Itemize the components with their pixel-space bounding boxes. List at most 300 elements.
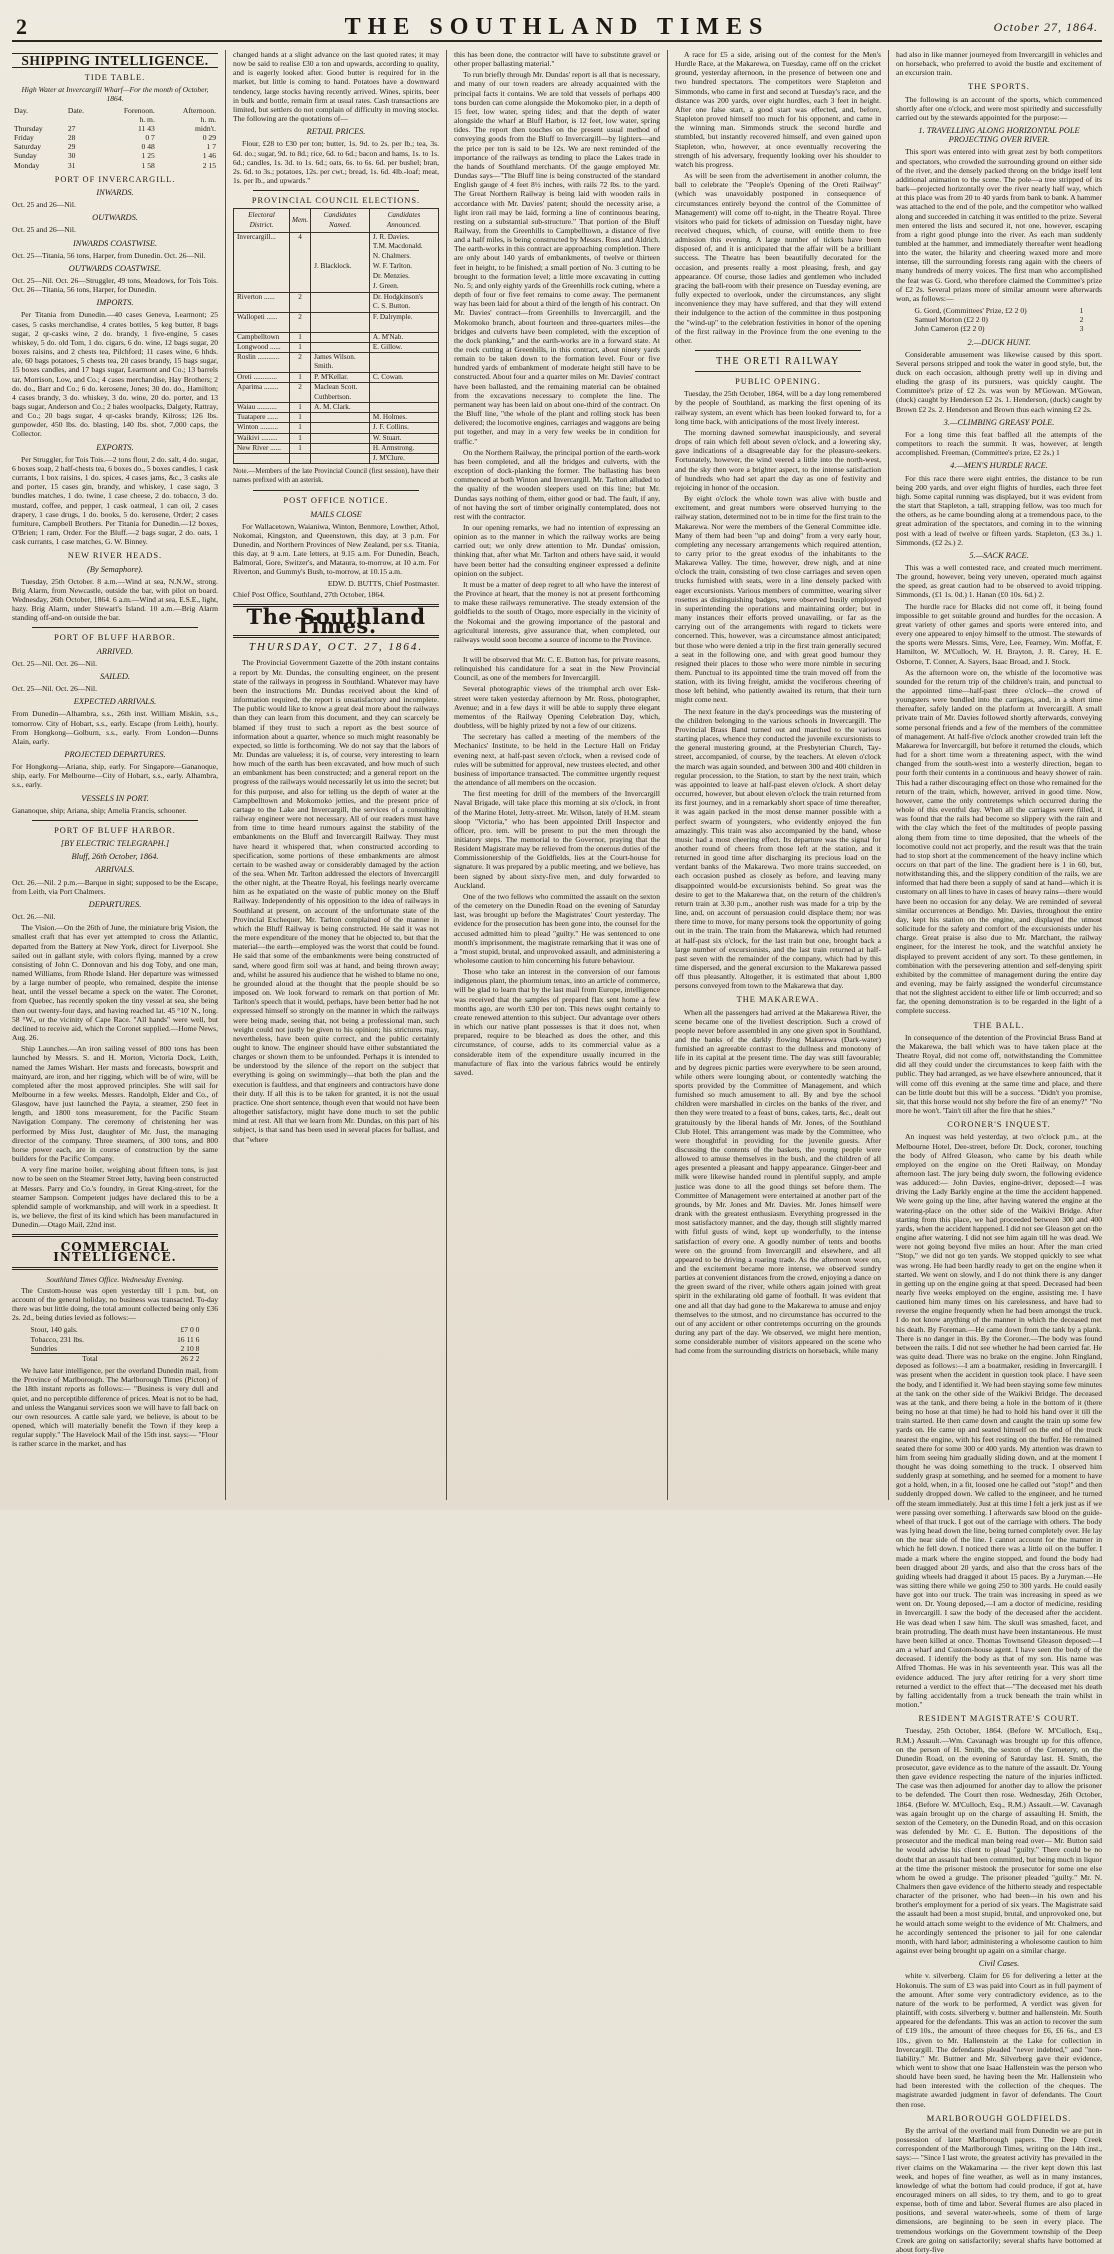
- tide-cell: 2 15: [202, 160, 216, 170]
- tide-cell: 31: [67, 160, 76, 170]
- elections-district: [234, 362, 290, 372]
- elections-row: [234, 352, 439, 362]
- coroner-text: An inquest was held yesterday, at two o'clock p.m., at the Melbourne Hotel, Dee-street, before Dr. Dock, coroner, touching the body of Alfred Gleason, who came by his death while employed on the engine on the Oreti Railway, on Monday afternoon last. The jury being duly sworn, the following evidence was adduced:— John Davies, engine-driver, deposed:—I was driving the Lady Barkly engine at the time the accident happened. We were going up the line, after having watered the engine at the watering-place on the other side of the Waikivi Bridge. After starting from this place, we had proceeded between 300 and 400 yards, when the accident happened. I did not see Gleason get on the engine after watering. I did not see him again till he was dead. We were not going beyond five miles an hour. After the man cried "Stop," we did not go ten yards. We stopped quickly to see what was wrong. He had been hardly ready to get on the engine when it started. We went on slowly, and I do not think there is any danger in getting up on the engine going at that speed. Deceased had been nearly five weeks employed on the engine, assisting me. I have cautioned him many times on his carelessness, and have had to reverse the engine frequently when he had been amongst the truck. I do not know anything of the manner in which the deceased met his death. By Foreman.—He came down from the tank by a plank. There is no danger in this. By the Coroner.—The body was found between the rails. I did not see whether he had been carried far. He was quite dead. There was no brake on the engine. John Ringland, deposed as follows:—I am a boatmaker, residing in Invercargill. I was present when the accident in question took place. I have seen the body, and I identified it. We had been staying some few minutes at the tank on the other side of the Waikivi Bridge. The deceased was at the tank, and there being a hole in the bottom of it (there being no hose at that time) he had to hold his hand over it till the train started. He then came down and caught the train up some few yards on. He came up and seated himself on the end of the truck nearest the engine, with his feet resting on the buffer. He remained seated there for some 300 or 400 yards. My attention was drawn to him from seeing him gradually sliding down, and at the moment I thought he was doing something to the truck. I observed him suddenly grasp at something, and he seemed for a moment to have got a hold, when, in a fit, loosed one he called out "stop!" and then suddenly dropped down. We called to the engineer, and he turned off the steam immediately. Just at this time I felt a jerk just as if we were passing over something. I afterwards saw blood on the guide-wheel of that truck. I got out of the carriage with others. The body was lying head down the line, being turned completely over. He lay on the near side of the line. I cannot account for the manner in which he fell down. I noticed there was a little oil on the buffer. I made a mark where the engine stopped, and found the body had been dragged about 20 yards, and also that the cross bars of the guiding wheels had dragged it about 15 paces. By a Juryman.—He was sitting there while we going 250 to 300 yards. He could easily have got into our truck. The train was increasing in speed as we went on. Dr. Young deposed,—I am a doctor of medicine, residing in Invercargill. I saw the body of the deceased after the accident. He was dead when I saw him. The skull was smashed, facet, and brain protruding. The death must have been instantaneous. He must have been killed at once. Thomas Townsend Gleason deposed:—I am a wharf and Custom-house agent. I have seen the body of the deceased. I identify the body as that of my son. His name was Alfred Thomas. He was in his seventeenth year. This was all the evidence adduced. The jury after retiring for a very short time returned a verdict to the effect that—"The deceased met his death by falling accidentally from a truck beneath the train whilst in motion.": [896, 1132, 1102, 1710]
- tide-table: [12, 106, 218, 170]
- outwards-coastwise-label: OUTWARDS COASTWISE.: [68, 263, 162, 273]
- elections-announced: [369, 362, 438, 372]
- column-rule: [888, 50, 889, 1500]
- result-name: John Cameron (£2 2 0): [914, 324, 985, 334]
- editorial-dateline: THURSDAY, OCT. 27, 1864.: [248, 641, 424, 654]
- ball-heading: THE BALL.: [973, 1020, 1025, 1030]
- post-office-signature: EDW. D. BUTTS, Chief Postmaster.: [327, 578, 439, 588]
- column-2: [233, 50, 439, 1500]
- elections-district: Tuatapere ......: [234, 413, 290, 423]
- editorial-paragraph: It must be a matter of deep regret to all who have the interest of the Province at heart, that the money is not at present forthcoming to make these railways remunerative. The steady extension of the goldfields to the south of Otago, more especially in the vicinity of the Nokomai and the growing importance of the pastoral and agricultural interests, give assurance that, when completed, our railways would soon become a source of income to the Province.: [454, 579, 660, 644]
- imports-text: Per Titania from Dunedin.—40 cases Geneva, Learmont; 25 cases, 5 casks merchandise, 4 crates bottles, 5 keg butter, 8 bags sugar, 2 qr-casks wine, 2 do. brandy, 1 five-engine, 5 cases whiskey, 5 do. old Tom, 1 do. cigars, 6 do. wine, 12 bags sugar, 20 boxes raisins, and 2 chests tea, Pilchford; 11 cases wine, 6 hhds. ale, 60 bags potatoes, 5 chests tea, 20 cases brandy, 15 bags sugar, 15 boxes candles, and 17 bags sugar, Learmont and Co.; 13 barrels tar, Morrison, Low, and Co.; 4 cases merchandise, Hay Brothers; 2 do. do., Barr and Co.; 6 do. kerosene, Jones; 30 do. do., Hamilton; 4 cases brandy, 3 do. whiskey, 3 do. wine, 20 do. porter, and 13 bags sugar, Anderson and Co.; 2 bales woolpacks, Dalgety, Rattray, and Co.; 20 bags sugar, 4 qr-casks brandy, Kilross; 126 lbs. gunpowder, 450 lbs. do. blasting, 140 lbs. shot, 7,000 caps, the Collector.: [12, 310, 218, 439]
- elections-announced: T.M. Macdonald.: [369, 242, 438, 252]
- news-paragraph: The first meeting for drill of the members of the Invercargill Naval Brigade, will take place this morning at six o'clock, in front of the Marine Hotel, Jetty-street. Mr. Wilson, lately of H.M. steam sloop "Victoria," who has been appointed Drill Inspector and officer, pro. tem. will be present to put the men through the initiatory steps. The memorial to the Governor, praying that the Resident Magistrate may be relieved from the onerous duties of the Commissionership of the Goldfields, lies at the Court-house for signature. It was prepared by a public meeting, and we believe, has been signed by about sixty-five men, and duly forwarded to Auckland.: [454, 789, 660, 890]
- rm-court-heading: RESIDENT MAGISTRATE'S COURT.: [918, 1714, 1080, 1724]
- elections-announced: [369, 352, 438, 362]
- civil-cases-text: white v. silverberg. Claim for £6 for delivering a letter at the Hokonuis. The sum of £3 was paid into Court as in full payment of the amount. After some very contradictory evidence, as to the nature of the work to be performed, A verdict was given for plaintiff, with costs. silverberg v. buttner and hallenstein. Mr. South appeared for the defendants. This was an action to recover the sum of £19 10s., the amount of three cheques for £6, £6 6s., and £3 10s., given to Mr. Hallenstein at the Lake for collection in Invercargill. The defendants pleaded "never indebted," and "non-liability." Mr. Buttner and Mr. Silverberg gave their evidence, which went to show that one Isaac Hallenstein was the person who should have been sued, he having been the Mr. Hallenstein who had been interested with the collection of the cheques. The magistrate awarded judgment in favor of defendants. The Court then rose.: [896, 1971, 1102, 2109]
- tide-header-row: [12, 106, 218, 115]
- arrived-text: Oct. 25—Nil. Oct. 26—Nil.: [12, 658, 97, 668]
- elections-named: [311, 272, 370, 282]
- elections-col-header: Candidates Announced.: [369, 209, 438, 232]
- elections-members: [289, 322, 310, 332]
- ship-launches-article: Ship Launches.—An iron sailing vessel of 800 tons has been launched by Messrs. S. and H. Morton, Victoria Dock, Leith, named the James Wishart. Her masts and forecasts, bowsprit and mainyard, are iron, and her rigging, which will be of wire, will be completed after the most approved principles. She will sail for Melbourne in a few weeks. Messrs. Randolph, Elder and Co., of Glasgow, have just launched the Payta, a steamer, 250 feet in length, and 1800 tons measurement, for the Pacific Steam Navigation Company. The ceremony of christening her was performed by Miss Just, daughter of Mr. Just, the managing director of the company. Three steamers, of 300 tons, and 800 horse power each, are in course of construction by the same builders for the Pacific Company.: [12, 1044, 218, 1164]
- elections-district: Longwood ......: [234, 342, 290, 352]
- columns: [12, 50, 1102, 2254]
- elections-announced: [369, 403, 438, 413]
- divider: [695, 371, 861, 372]
- duties-item: Tobacco, 231 lbs.: [30, 1334, 85, 1344]
- elections-announced: J. F. Collins.: [369, 423, 438, 433]
- tide-cell: 28: [67, 133, 76, 143]
- hurdle-race-paragraph: A race for £5 a side, arising out of the contest for the Men's Hurdle Race, at the Makarewa, on Tuesday, came off on the cricket ground, yesterday afternoon, in the presence of between one and two hundred spectators. The competitors were Stapleton and Simmonds, who came in first and second at Tuesday's race, and the distance was 200 yards, over eight hurdles, each 3 feet in height. After one false start, a good start was effected, and, before, Stapleton proved himself too much for his opponent, and came in the winning man. Simmonds struck the second hurdle and stumbled, but instantly recovered himself, and even gained upon Stapleton, who, however, at once eventually recovering the strength of his adversary, frequently looking over his shoulder to watch his progress.: [675, 50, 881, 169]
- elections-header-row: [234, 209, 439, 232]
- elections-district: Waikivi .........: [234, 433, 290, 443]
- elections-members: 2: [289, 292, 310, 302]
- tide-cell: 30: [67, 151, 76, 161]
- commercial-text: The Custom-house was open yesterday till 1 p.m. but, on account of the general holiday, no business was transacted. To-day there was but little doing, the total amount collected being only £36 2s. 2d., being duties levied as follows:—: [12, 1285, 218, 1323]
- elections-named: Maclean Scott.: [311, 383, 370, 393]
- elections-district: [234, 262, 290, 272]
- event-text: This sport was entered into with great zest by both competitors and spectators, who crowded the surrounding ground on either side of the river, and the densely packed throng on the bridge itself lent additional animation to the scene. The pole—a tree stripped of its bark—projected horizontally over the river nearly half way, which at this place was from 20 to 40 yards from bank to bank. A hammer was attached to the end of the pole, and the competitor who walked along and succeeded in catching it was entitled to the prize. Several men entered the lists and secured it, not one, however, escaping from a right good plunge into the river. As each man suddenly tumbled at the hammer, and immediately thereafter went headlong into the water, the hilarity and cheering waxed more and more intense, till the surrounding forests rang again with the cheers of many hundreds of merry voices. The first man who accomplished the feat was G. Gord, who therefore claimed the Committee's prize of £2 2s. Several prizes more of similar amount were afterwards won, as follows:—: [896, 147, 1102, 303]
- elections-named: [311, 443, 370, 453]
- elections-announced: W. F. Tarlton.: [369, 262, 438, 272]
- elections-district: Invercargill...: [234, 232, 290, 242]
- makarewa-paragraph: When all the passengers had arrived at the Makarewa River, the scene became one of the liveliest description. Such a crowd of people never before assembled in any one given spot in Southland, and the banks of the darkly flowing Makarewa (Dark-water) furnished an agreeable contrast to the dullness and monotony of life in its capital at the present time. The day was still favourable; and by degrees picnic parties were everywhere to be seen around, while others were lounging about, or contentedly watching the sports provided by the Committee of Management, and which furnished so much amusement to all. By and bye the school children were marshalled in circles on the banks of the river, and then they were treated to a feast of buns, cakes, tarts, &c., dealt out gratuitously by the liberal hands of Mr. Jones, of the Southland Club Hotel. This arrangement was made by the Committee, who were thoughtful in providing for the juvenile guests. After discussing the contents of the baskets, the young people were allowed to amuse themselves in the bush, and the children of all ages presented a pleasant and happy appearance. Ginger-beer and milk were likewise handed round in plentiful supply, and ample justice was done to all the good things set before them. The Committee of Management were entertained at another part of the grounds, by Mr. Jones and Mr. Davies. Mr. Jones himself were drank with the greatest enthusiasm. Everything progressed in the most satisfactory manner, and the day, though still slightly marred with fitful gusts of wind, kept up wonderfully, to the intense satisfaction of every one. A goodly number of tents and booths were on the ground from Invercargill and elsewhere, and all appeared to be driving a roaring trade. As the afternoon wore on, and the excitement became more intense, we observed sundry parties at convenient distances from the crowd, enjoying a dance on the green sward of the river, while others again joined with great spirit in the exhilarating old game of football. It was evident that one and all that day had gone to the Makarewa to amuse and enjoy themselves to the utmost, and no circumstance has occurred to the out of any accident or other contretemps occurring on the grounds during any part of the day. We observed, we might here mention, some considerable number of visitors appeared on the scene who had come from the surrounding districts on horseback, while many: [675, 1007, 882, 1356]
- elections-district: [234, 272, 290, 282]
- tide-col-header: Day.: [14, 105, 29, 115]
- elections-named: [311, 433, 370, 443]
- elections-row: [234, 342, 439, 352]
- duties-total-row: [31, 1353, 200, 1363]
- elections-col-header: Candidates Named.: [311, 209, 370, 232]
- elections-members: [289, 282, 310, 292]
- outwards-text: Oct. 25 and 26—Nil.: [12, 225, 76, 235]
- news-paragraph: The secretary has called a meeting of the members of the Mechanics' Institute, to be held in the Lecture Hall on Friday evening next, at half-past seven o'clock, when a revised code of rules will be submitted for approval, new trustees elected, and other business of importance transacted. The committee urgently request the attendance of all members on the occasion.: [454, 732, 660, 788]
- inwards-coastwise-text: Oct. 25—Titania, 56 tons, Harper, from Dunedin. Oct. 26—Nil.: [12, 250, 206, 260]
- elections-row: [234, 443, 439, 453]
- elections-row: [234, 372, 439, 382]
- result-place: 1: [1079, 306, 1084, 316]
- elections-row: [234, 302, 439, 312]
- opening-paragraph: By eight o'clock the whole town was alive with bustle and excitement, and great numbers were observed hurrying to the railway station, determined not to be in time for the first train to the Makarewa. Nor were the members of the General Committee idle. Many of them had been "up and doing" from a very early hour, completing any necessary arrangements which required attention, to carry prior to the great exodus of the inhabitants to the Makarewa Valley. The time, however, drew nigh, and at nine o'clock the train, consisting of two close carriages and seven open trucks furnished with seats, were in a line densely packed with eager excursionists. Various members of committee, wearing silver rosettes as distinguishing badges, were observed busily employed in superintending the operations and maintaining order; but in many instances their efforts proved unavailing, or far as the carrying out of the arrangements with regard to tickets were concerned. This, however, was a circumstance almost anticipated; but those who were denied a trip in the first train generally secured a seat in the following one, and with great good humour they resigned their places to those who were more nimble in securing them. Punctual to its appointed time the train moved off from the station, with its living freight, amidst the vociferous cheering of those left behind, who patiently awaited its return, that their turn might come next.: [675, 494, 881, 705]
- departures-text: Oct. 26.—Nil.: [12, 912, 56, 922]
- elections-announced: M. Holmes.: [369, 413, 438, 423]
- tide-unit: h. m.: [200, 114, 216, 124]
- opening-paragraph: The morning dawned somewhat inauspiciously, and several drops of rain which fell about seven o'clock, and a lowering sky, gave indications of a disagreeable day for the pleasure-seekers. Fortunately, however, the wind veered a little into the north-west, and the sky then wore a brighter aspect, to the intense satisfaction of hundreds who had set apart the day as one of festivity and rejoicing in honor of the occasion.: [675, 427, 881, 492]
- elections-district: [234, 322, 290, 332]
- projected-label: PROJECTED DEPARTURES.: [64, 750, 166, 759]
- result-row: [915, 324, 1084, 333]
- elections-announced: W. Stuart.: [369, 433, 438, 443]
- elections-announced: C. Cowan.: [369, 372, 438, 382]
- divider: [474, 649, 640, 650]
- elections-row: [234, 312, 439, 322]
- tide-row: [12, 161, 218, 170]
- river-heads-heading: NEW RIVER HEADS.: [67, 551, 163, 561]
- tide-cell: 27: [67, 123, 76, 133]
- elections-row: [234, 292, 439, 302]
- editorial-paragraph: To run briefly through Mr. Dundas' report is all that is necessary, and many of our town readers are already acquainted with the principal facts it contains. We are told that vessels of perhaps 400 tons burden can come alongside the Mokomoko pier, in a depth of 15 feet, low water, spring tides; and that the depth of water alongside the wharf at Bluff Harbor, is 12 feet, low water, spring tides. The report then touches on the present usual method of conveying goods from the Bluff to Invercargill—by lighters—and the price per ton is said to be 12s. We are next reminded of the importance of the railways as tending to place the Lakes trade in the hands of Southland merchants. Of the gauge employed Mr. Dundas says—"The Bluff line is being constructed of the standard English gauge of 4 feet 8½ inches, with rails 72 lbs. to the yard. The Great Northern Railway is being laid with wooden rails in accordance with Mr. Davies' patent; should the necessity arise, a light iron rail may be laid, forming a line of continuous bearing, resting on a substantial sub-structure." That portion of the Bluff Railway, from the Greenhills to Campbelltown, a distance of five and a half miles, is being constructed by Messrs. Ross and Aldrich. The earth-works in this contract are approaching completion. There are only about 140 yards of embankments, of twelve or thirteen feet in height, to be finished; a small portion of No. 3 cutting to be brought to the formation level; a little more excavating in cutting No. 5; and only eighty yards of the Greenhills rock cutting, where a depth of four or five feet remains to come away. The permanent way has been laid for about a third of the length of his contract. On Mr. Davies' contract—from Greenhills to Invercargill, and the Mokomoko branch, about fourteen and three-quarters miles—the bridges and culverts have been completed, with the exception of the dock planking," and the earth-works are in a forward state. At the rock cutting at Greenhills, in this contract, about ninety yards remain to be taken down to the formation level. Four or five hundred yards of embankment of moderate height still have to be constructed. About four and a quarter miles on Mr. Davies' contract have been ballasted, and the remaining material can be obtained from the excavations necessary to complete the line. The permanent way has been laid on about one-third of the contract. On the Bluff line, "the whole of the plant and rolling stock has been delivered; the locomotive engines, carriages and waggons are being put together, and may in a very few weeks be in condition for traffic.": [454, 70, 660, 446]
- duties-amount: 16 11 6: [176, 1334, 200, 1344]
- result-place: 3: [1079, 324, 1084, 334]
- sports-intro: The following is an account of the sports, which commenced shortly after one o'clock, and were most spiritedly and successfully carried out by the stewards appointed for the purpose:—: [896, 94, 1102, 122]
- elections-named: [311, 423, 370, 433]
- tide-cell: 0 29: [202, 133, 216, 143]
- elections-row: [234, 433, 439, 443]
- masthead: [12, 14, 1102, 42]
- sailed-text: Oct. 25—Nil. Oct. 26—Nil.: [12, 684, 97, 694]
- column-rule: [225, 50, 226, 1500]
- tide-row: [12, 133, 218, 142]
- newspaper-title: THE SOUTHLAND TIMES: [344, 14, 770, 40]
- elections-row: [234, 272, 439, 282]
- commercial-heading: COMMERCIAL INTELLIGENCE.: [53, 1240, 177, 1264]
- arrivals-text: Oct. 26.—Nil. 2 p.m.—Barque in sight; supposed to be the Escape, from Leith, via Port Chalmers.: [12, 877, 218, 896]
- tide-cell: 11 43: [138, 123, 155, 133]
- page-number: 2: [16, 14, 27, 39]
- elections-named: [311, 413, 370, 423]
- goldfields-text: By the arrival of the overland mail from Dunedin we are put in possession of later Marlborough papers. The Deep Creek correspondent of the Marlborough Times, writing on the 14th inst., says:— "Since I last wrote, the greatest activity has prevailed in the river claims on the Wakamarina — the river kept down this last week, and hopes of fine weather, as well as in many instances, knowledge of what the bottom had could produce, if got at, have encouraged miners on all sides, to try them, and to go to great expense, both of time and labor. Several flumes are also placed in positions, and several water-wheels, some of them of large dimensions, are beginning to be seen in every place. The tremendous workings on the Government township of the Deep Creek are going on satisfactorily; several shafts have bottomed at about forty-five: [896, 2125, 1102, 2254]
- tide-col-header: Afternoon.: [182, 105, 216, 115]
- elections-members: 2: [289, 352, 310, 362]
- elections-row: [234, 232, 439, 242]
- inwards-text: Oct. 25 and 26—Nil.: [12, 200, 76, 210]
- duties-row: [31, 1325, 200, 1334]
- news-paragraph: Several photographic views of the triumphal arch over Esk-street were taken yesterday afternoon by Mr. Ross, photographer, Avenue; and in a few days it will be able to supply three elegant mementos of the Railway Opening Celebration Day, which, doubtless, will be highly prized by not a few of our citizens.: [454, 684, 660, 731]
- event-heading: 1. TRAVELLING ALONG HORIZONTAL POLE PROJECTING OVER RIVER.: [918, 126, 1080, 145]
- elections-members: 1: [289, 443, 310, 453]
- news-paragraph: It will be observed that Mr. C. E. Button has, for private reasons, relinquished his candidature for a seat in the New Provincial Council, as one of the members for Invercargill.: [454, 655, 660, 683]
- ball-text: In consequence of the detention of the Provincial Brass Band at the Makarewa, the ball which was to have taken place at the Theatre Royal, did not come off, notwithstanding the Committee did all they could under the circumstances to keep faith with the public. They had arranged, as we have elsewhere announced, that it will come off this evening at the same time and place, and there can be little doubt but this will be a success. "Didn't you promise, sir, that this horse would not shy before the fire of an enemy?" "No more he won't. 'Tain't till after the fire that he shies.": [896, 1032, 1102, 1116]
- tide-cell: 1 46: [202, 151, 216, 161]
- elections-members: [289, 252, 310, 262]
- elections-row: [234, 242, 439, 252]
- elections-row: [234, 322, 439, 332]
- tide-cell: Thursday: [14, 123, 43, 133]
- elections-announced: E. Gillow.: [369, 342, 438, 352]
- event-heading: 5.—SACK RACE.: [969, 550, 1029, 560]
- elections-named: P. M'Kellar.: [311, 372, 370, 382]
- duties-table: [31, 1325, 200, 1363]
- event-heading: 2.—DUCK HUNT.: [967, 337, 1031, 347]
- arrivals-label: ARRIVALS.: [95, 865, 135, 875]
- tide-col-header: Forenoon.: [123, 105, 155, 115]
- makarewa-continued: had also in like manner journeyed from Invercargill in vehicles and on horseback, who preferred to avoid the bustle and excitement of an excursion train.: [896, 50, 1102, 78]
- elections-named: [311, 252, 370, 262]
- elections-named: [311, 302, 370, 312]
- elections-named: A. M. Clark.: [311, 403, 370, 413]
- provincial-elections-heading: PROVINCIAL COUNCIL ELECTIONS.: [251, 196, 421, 206]
- elections-members: 2: [289, 312, 310, 322]
- elections-members: 2: [289, 383, 310, 393]
- column-rule: [446, 50, 447, 1500]
- elections-col-header: Mem.: [289, 209, 310, 232]
- ball-notice-paragraph: As will be seen from the advertisement in another column, the ball to celebrate the "People's Opening of the Oreti Railway" (which was unavoidably postponed in consequence of circumstances entirely beyond the control of the Committee of Management) will come off to-night, in the Theatre Royal. Three visitors who paid for tickets of admission on Tuesday night, have received cheques, which, of course, will entitle them to free admission this evening. A large number of tickets have been disposed of, and it is anticipated that the affair will be a brilliant success. The Theatre has been beautifully decorated for the occasion, and presents really a most pleasing, fresh, and gay appearance. Of course, those ladies and gentlemen who included gracing the ball-room with their presence on Tuesday evening, are fully expected to overlook, under the circumstances, any slight inconvenience they may have suffered, and that they will extend their indulgence to the action of the committee in thus postponing the "wind-up" to the celebration festivities in honor of the opening of the first railway in the Province from the one evening to the other.: [675, 171, 881, 345]
- outwards-label: OUTWARDS.: [92, 213, 138, 223]
- elections-announced: J. M'Clure.: [369, 453, 438, 463]
- elections-row: [234, 262, 439, 272]
- divider: [253, 490, 419, 491]
- divider: [695, 350, 861, 351]
- event-text: The hurdle race for Blacks did not come off, it being found impossible to get suitable ground and hurdles for the occasion. A great variety of other games and sports were entered into, and every one appeared to enjoy himself to the utmost. The stewards of the sports were Messrs. Sims, Vere, Lee, Fearney, Wm. Moffat, F. Hamilton, W. M'Culloch, W. H. Brayton, J. R. Carey, H. E. Osborne, T. Conner, A. Sayers, Isaac Broad, and J. Stock.: [896, 601, 1102, 666]
- elections-members: 1: [289, 332, 310, 342]
- divider: [32, 820, 198, 821]
- elections-members: 1: [289, 403, 310, 413]
- tide-table-subtitle: High Water at Invercargill Wharf—For the month of October, 1864.: [21, 85, 209, 104]
- commercial-text-2: We have later intelligence, per the overland Dunedin mail, from the Province of Marlborough. The Marlborough Times (Picton) of the 18th instant reports as follows:— "Business is very dull and quiet, and no perceptible difference of prices. Meat is not to be had, and unless the Wanganui services soon we will have to fall back on our own resources. A cattle sale yard, we believe, is about to be opened, which will materially benefit the Town if they keep a regular supply." The Havelock Mail of the 15th inst. says:— "Flour is rather scarce in the market, and has: [12, 1366, 218, 1449]
- editorial-paragraph: In our opening remarks, we had no intention of expressing an opinion as to the manner in which the railway works are being carried out; we only drew attention to Mr. Dundas' omission, thinking that, after what Mr. Tarlton and others have said, it would have been better had the consulting engineer expressed a definite opinion on the subject.: [454, 522, 660, 578]
- elections-district: Roslin ............: [234, 352, 290, 362]
- event-results: [915, 306, 1084, 333]
- elections-district: Campbelltown: [234, 332, 290, 342]
- result-row: [915, 315, 1084, 324]
- elections-members: 4: [289, 232, 310, 242]
- port-invercargill-heading: PORT OF INVERCARGILL.: [54, 174, 176, 184]
- elections-named: James Wilson.: [311, 352, 370, 362]
- tide-cell: 0 7: [145, 133, 155, 143]
- elections-members: [289, 393, 310, 403]
- elections-district: Wallopeti ......: [234, 312, 290, 322]
- elections-members: 1: [289, 413, 310, 423]
- result-name: Samuel Morton (£2 2 0): [914, 315, 988, 325]
- elections-announced: Dr. Menzies.: [369, 272, 438, 282]
- tide-row: [12, 151, 218, 160]
- elections-district: [234, 302, 290, 312]
- elections-announced: J. R. Davies.: [369, 232, 438, 242]
- elections-district: Aparima ........: [234, 383, 290, 393]
- elections-row: [234, 362, 439, 372]
- public-opening-heading: PUBLIC OPENING.: [735, 377, 821, 387]
- elections-district: Riverton ......: [234, 292, 290, 302]
- event-text: For this race there were eight entries, the distance to be run being 200 yards, and over eight flights of hurdles, each three feet high. Some capital running was displayed, but it was evident from the start that Stapleton, a tall, strapping fellow, was too much for the others, as he came bounding along at a tremendous pace, to the great admiration of the spectators, and coming in to the winning post with a lead of twelve or fifteen yards. Stapleton, (£3 3s.) 1. Simmonds, (£2 2s.) 2.: [896, 473, 1102, 547]
- inwards-label: INWARDS.: [96, 187, 134, 197]
- elections-named: [311, 232, 370, 242]
- expected-label: EXPECTED ARRIVALS.: [73, 697, 157, 707]
- elections-announced: [369, 393, 438, 403]
- tide-unit: h. m.: [139, 114, 155, 124]
- retail-prices-text: Flour, £28 to £30 per ton; butter, 1s. 9d. to 2s. per lb.; tea, 3s. 6d. do.; sugar, 9d. to 8d.; rice, 6d. to 6d.; bacon and hams, 1s. to 1s. 6d.; candles, 1s. 3d. to 1s. 6d.; oats, 6s. to 6s. 6d. per bushel; bran, 2s. 6d. to 3s.; potatoes, 12s. per cwt.; bread, 1s. 6d. 4lb.-loaf; meat, 1s. per lb., and upwards.": [233, 139, 439, 186]
- elections-members: 1: [289, 342, 310, 352]
- result-place: 2: [1079, 315, 1084, 325]
- duties-item: Stout, 140 gals.: [30, 1325, 78, 1335]
- telegraph-date: Bluff, 26th October, 1864.: [71, 852, 159, 862]
- elections-named: [311, 322, 370, 332]
- divider: [253, 190, 419, 191]
- elections-col-header: Electoral District.: [234, 209, 290, 232]
- news-paragraph: One of the two fellows who committed the assault on the sexton of the cemetery on the Dunedin Road on the evening of Saturday last, was brought up before the Magistrates' Court yesterday. The evidence for the prosecution has been gone into, the counsel for the accused admitted him to plead "guilty." He was sentenced to one month's imprisonment, the magistrate remarking that it was one of a "most stupid, brutal, and unprovoked assault, and administering a wholesome caution to him concerning his future behaviour.: [454, 891, 660, 965]
- elections-named: [311, 282, 370, 292]
- elections-announced: N. Chalmers.: [369, 252, 438, 262]
- tide-cell: 0 48: [141, 142, 155, 152]
- elections-row: [234, 252, 439, 262]
- elections-row: [234, 453, 439, 463]
- tide-cell: Friday: [14, 133, 34, 143]
- elections-district: [234, 453, 290, 463]
- opening-paragraph: The next feature in the day's proceedings was the mustering of the children belonging to the various schools in Invercargill. The Provincial Brass Band turned out and marched to the various starting places, whence they conducted the juvenile excursionists to the general mustering ground, at the Presbyterian Church, Tay-street, accompanied, of course, by the teachers. At eleven o'clock the march was again sounded, and between 300 and 400 children in regular procession, to the Station, to start by the next train, which was appointed to leave at half-past eleven o'clock. A short delay occurred, however, but about eleven o'clock the train returned from its first journey, and in a remarkably short space of time thereafter, it was again packed in the most dense manner possible with a perfect swarm of youngsters, who evidently enjoyed the fun amazingly. This train was also accompanied by the band, whose music had a most cheering effect. Its departure was the signal for another round of cheers from those left at the station, and it returned in good time after discharging its precious load on the verdant banks of the Makarewa. Two more trains succeeded, on each occasion pushed as closely as before, and leaving many disappointed would-be excursionists behind. So great was the desire to get to the Makarewa that, on the return of the children's return train at 3.30 p.m., another rush was made for a trip by the line, and, on account of persuasion could displace them; nor was there time to move, for many persons took the opportunity of going out in the train. The train from the Makarewa, which had returned at half-past six o'clock, for the last train but one, brought back a large number of excursionists, and the last train returned at half-past seven with the remainder of the company, which had by this time dispersed, and the general excursion to the Makarewa passed off thus pleasantly. Altogether, it is estimated that about 1,800 persons conveyed from town to the Makarewa that day.: [675, 706, 881, 991]
- arrived-label: ARRIVED.: [96, 646, 134, 656]
- elections-named: [311, 312, 370, 322]
- elections-row: [234, 282, 439, 292]
- column-rule: [667, 50, 668, 1500]
- duties-total-label: Total: [31, 1353, 150, 1363]
- bluff-harbor-heading: PORT OF BLUFF HARBOR.: [54, 633, 176, 643]
- event-heading: 4.—MEN'S HURDLE RACE.: [950, 461, 1048, 471]
- elections-note: Note.—Members of the late Provincial Council (first session), have their names prefixed with an asterisk.: [233, 467, 439, 485]
- shipping-heading: SHIPPING INTELLIGENCE.: [12, 53, 218, 68]
- column-3: [454, 50, 660, 1500]
- post-office-heading: POST OFFICE NOTICE.: [283, 496, 389, 506]
- makarewa-heading: THE MAKAREWA.: [736, 995, 820, 1005]
- tide-cell: 29: [67, 142, 76, 152]
- tide-cell: 1 25: [141, 151, 155, 161]
- issue-date: October 27, 1864.: [993, 20, 1098, 34]
- elections-announced: F. Dalrymple.: [369, 312, 438, 322]
- elections-district: [234, 252, 290, 262]
- elections-district: [234, 393, 290, 403]
- result-name: G. Gord, (Committees' Prize, £2 2 0): [914, 306, 1027, 316]
- editorial-paragraph: The Provincial Government Gazette of the 20th instant contains a report by Mr. Dundas, the consulting engineer, on the present state of the railways in progress in Southland. Whatever may have been the instructions Mr. Dundas received about the kind of information required, the report is unsatisfactory and incomplete. The public would like to know a great deal more about the railways than they can learn from this document, and they can scarcely be blamed if they trust to such a report as the best source of information about a quarter, whence so much might reasonably be expected, so little is forthcoming. We do not say that the labors of Mr. Dundas are valueless; it is, of course, very interesting to learn how much of the earth has been excavated, and how much of such an embankment has been constructed; and a general report on the progress of the railways would necessarily let us into the secret; but for this purpose, and also for telling us the depth of water at the Campbelltown and Mokomoko jetties, and the present price of cartage to the Lake and Invercargill, the services of a consulting railway engineer were not necessary. All of our readers must have from time to time heard rumours against the stability of the embankments on the Bluff and Invercargill Railway. They must have heard it whispered that, when constructed according to specification, some portions of these embankments are almost certain to be washed away or considerably damaged by the action of the sea. When Mr. Tarlton addressed the electors of Invercargill the other night, at the Theatre Royal, his feelings nearly overcame him as he expatiated on the waste of public money on the Bluff Railway. Independently of his opposition to the idea of railways in Southland at present, on account of the unfortunate state of the Provincial Exchequer, Mr. Tarlton complained of the manner in which the Bluff Railway is being constructed. He said it was not the mere expenditure of the money that he objected to, but that the material—the earth—employed was the worst that could be found. He said that some of the embankments were being constructed of sand, where good firm soil was at hand, and being thrown away; and, whilst he assured his audience that he wished to blame no one, he grounded aloud at the thought that the people should be so imposed on. We look forward to remark on that portion of Mr. Tarlton's speech that it would, perhaps, have been better had he not expressed himself so strongly on the manner in which the railways were being made, seeing that, not being a professional man, such weight could not justly be given to his opinion; his strictures may, nevertheless, have been quite correct, and the public certainly ought to know. The engineer should have either substantiated the charges or shown them to be unfounded. Perhaps it is intended to be understood by the silence of the report on the subject that everything is going on swimmingly—that both the plan and the execution is faultless, and that engineers and contractors have done their duty. If all this is to be taken for granted, it is not the usual practice. One short sentence, though even that would not have been altogether satisfactory, might have done much to set the public mind at rest. All that we learn from Mr. Dundas, on this part of his subject, is that sand has been used in several places for ballast, and that "where: [233, 658, 439, 1144]
- retail-prices-label: RETAIL PRICES.: [306, 127, 366, 137]
- elections-announced: C. S. Button.: [369, 302, 438, 312]
- goldfields-heading: MARLBOROUGH GOLDFIELDS.: [926, 2113, 1072, 2123]
- elections-row: [234, 423, 439, 433]
- elections-members: [289, 453, 310, 463]
- elections-row: [234, 383, 439, 393]
- news-paragraph: Those who take an interest in the conversion of our famous indigenous plant, the phormium tenax, into an article of commerce, will be glad to learn that by the last mail from Europe, intelligence was received that the samples of prepared flax sent home a few months ago, are worth £30 per ton. This news ought certainly to create renewed attention to this subject. Our advantage over others in which our native plant possesses is that it does not, when prepared, require to be bleached as does the other, and this circumstance, of course, adds to its commercial value as a considerable item of the expenditure usually incurred in the manufacture of flax into the various fabrics would be entirely saved.: [454, 967, 660, 1077]
- departures-label: DEPARTURES.: [88, 899, 142, 909]
- result-row: [915, 306, 1084, 315]
- bluff-harbor-heading-2: PORT OF BLUFF HARBOR.: [54, 825, 176, 835]
- tide-cell: Sunday: [14, 151, 37, 161]
- elections-members: 1: [289, 433, 310, 443]
- duties-row: [31, 1344, 200, 1354]
- elections-members: [289, 262, 310, 272]
- imports-label: IMPORTS.: [96, 298, 134, 308]
- tide-cell: 1 58: [141, 160, 155, 170]
- elections-named: [311, 292, 370, 302]
- duties-amount: £7 0 0: [180, 1325, 200, 1335]
- double-rule: [12, 1234, 218, 1237]
- post-office-text: For Wallacetown, Waianiwa, Winton, Benmore, Lowther, Athol, Nokomai, Kingston, and Queenstown, this day, at 3 p.m. For Dunedin, and Northern Provinces of New Zealand, per s.s. Titania, this day, at 9 a.m. Late letters, at 9.15 a.m. For Dunedin, Beach, Balmoral, Gore, Switzer's, and Mataura, to-morrow, at 10 a.m. For Riverton, and Gummy's Bush, to-morrow, at 10.15 a.m.: [233, 521, 439, 577]
- elections-district: [234, 242, 290, 252]
- elections-district: Winton ..........: [234, 423, 290, 433]
- elections-announced: Dr. Hodgkinson's: [369, 292, 438, 302]
- tide-table-title: TIDE TABLE.: [84, 73, 146, 83]
- duties-item: Sundries: [30, 1343, 58, 1353]
- elections-district: [234, 282, 290, 292]
- elections-named: [311, 332, 370, 342]
- event-text: As the afternoon wore on, the whistle of the locomotive was sounded for the return trip of the children's train, and punctual to the appointed time—half-past three o'clock—the crowd of youngsters were bundled into the carriages, and, in a short time thereafter, safely landed on the platform at Invercargill. A small private train of Mr. Davies followed shortly afterwards, conveying some personal friends and a few of the members of the committee of management. At half-five o'clock another crowded train left the Makarewa for Invercargill, but before it returned the clouds, which had for a short time worn a threatening aspect, with the wind changed from the south-west into a westerly direction, began to pour forth their contents in a continuous and heavy shower of rain. This had a rather discouraging effect on those who remained for the return of the train, which, however, arrived in good time. Now, however, came the only contretemps which occurred during the whole of this eventful day. When all the carriages were filled, it was found that the rails had become so slippery with the rain and with the clay which the feet of the multitudes of people passing along them from time to time deposited, that the wheels of the locomotive could not act properly, and the result was that the train had to stop short at the commencement of the heavy incline which occurs on that part of the line. The gradient here is 1 in 60, but, notwithstanding this, and the slippery condition of the rails, we are informed that had there been a supply of sand at hand—which it is customary on all lines to have in cases of heavy rains—there would have been no occasion for any delay. We are reminded of several similar occurrences at Bendigo. Mr. Davies, throughout the entire day, kept his station on the engine, and displayed the utmost solicitude for the safety and comfort of the excursionists under his charge. Great praise is also due to Mr. Marchant, the railway engineer, for the interest he took, and the watchful anxiety he displayed to prevent accident of any sort. To these gentlemen, in combination with the persevering attention and self-denying spirit exhibited by the committee of management during the entire day and evening, may be fairly assigned the wonderful circumstance that not the slightest accident to either life or limb occurred; and so far, the opening demonstration is to be regarded in the light of a complete success.: [896, 667, 1102, 1016]
- elections-row: [234, 403, 439, 413]
- exports-label: EXPORTS.: [96, 442, 134, 452]
- coroner-heading: CORONER'S INQUEST.: [947, 1120, 1051, 1130]
- elections-named: [311, 342, 370, 352]
- duties-row: [31, 1335, 200, 1344]
- commercial-continued: changed hands at a slight advance on the last quoted rates; it may now be said to realise £30 a ton and upwards, according to quality, and is eagerly looked after. Good butter is required for in the market, but little is coming to hand. Potatoes have a downward tendency, large stocks having recently arrived. Wines, spirits, beer in bulk and bottle, remain firm at usual rates. Cash transactions are limited, but settlers do not complain of difficulty in moving stocks. The following are the quotations of—: [233, 50, 439, 124]
- expected-text: From Dunedin—Alhambra, s.s., 26th inst. William Miskin, s.s., tomorrow. City of Hobart, s.s., early. Escape (from Leith), hourly. From Hongkong—Golburn, s.s., early. From London—Dunns Alain, early.: [12, 709, 218, 746]
- vessels-label: VESSELS IN PORT.: [81, 793, 149, 803]
- elections-members: [289, 242, 310, 252]
- elections-named: J. Blacklock.: [311, 262, 370, 272]
- elections-members: [289, 362, 310, 372]
- paper-nameplate: The Southland Times.: [246, 603, 426, 639]
- event-text: For a long time this feat baffled all the attempts of the competitors to reach the summit. It was, however, at length accomplished. Freeman, (Committee's prize, £2 2s.) 1: [896, 429, 1102, 458]
- elections-members: 1: [289, 423, 310, 433]
- tide-cell: Monday: [14, 160, 40, 170]
- column-5: [896, 50, 1102, 2254]
- commercial-office: Southland Times Office. Wednesday Evening.: [46, 1274, 184, 1284]
- double-rule: [12, 1267, 218, 1270]
- elections-district: Oreti .............: [234, 372, 290, 382]
- elections-row: [234, 393, 439, 403]
- elections-named: [311, 242, 370, 252]
- event-text: This was a well contested race, and created much merriment. The ground, however, being very uneven, operated much against the speed, as great caution had to be observed to avoid tripping. Simmonds, (£1 1s. 0d.) 1. Hanan (£0 10s. 6d.) 2.: [896, 562, 1102, 600]
- river-heads-sub: (By Semaphore).: [87, 564, 143, 574]
- elections-named: [311, 453, 370, 463]
- elections-named: Smith.: [311, 362, 370, 372]
- tide-cell: midn't.: [195, 123, 216, 133]
- elections-row: [234, 413, 439, 423]
- elections-members: [289, 302, 310, 312]
- mails-close-label: MAILS CLOSE: [310, 509, 362, 519]
- elections-members: 1: [289, 372, 310, 382]
- elections-district: Waiau ...........: [234, 403, 290, 413]
- elections-announced: J. Green.: [369, 282, 438, 292]
- tide-cell: 1 7: [206, 142, 216, 152]
- elections-members: [289, 272, 310, 282]
- vision-article: The Vision.—On the 26th of June, the miniature brig Vision, the smallest craft that has ever yet attempted to cross the Atlantic, departed from the Battery at New York, direct for Liverpool. She sailed out in gallant style, with colors flying, manned by a crew consisting of John C. Donnovan and his dog Toby, and one man, named Williams, from Rhode Island. Her departure was witnessed by a large number of people, who remained, despite the intense heat, until the vessel became a speck on the water. The Coronet, from Quebec, has recently spoken the tiny vessel at sea, she being then out twenty-four days, and having reached lat. 45 °10' N., long. 58 °W., or the vicinity of Cape Race. "All hands" were well, but declined to receive aid, which the Coronet supplied.—Home News, Aug. 26.: [12, 923, 218, 1043]
- projected-text: For Hongkong—Ariana, ship, early. For Singapore—Gananoque, ship, early. For Melbourne—City of Hobart, s.s., early. Alhambra, s.s., early.: [12, 762, 218, 790]
- tide-col-header: Date.: [67, 105, 85, 115]
- boiler-article: A very fine marine boiler, weighing about fifteen tons, is just now to be seen on the Steamer Street Jetty, having been constructed at Messrs. Parry and Co.'s foundry, in Great King-street, for the steamer Sampson. Competent judges have declared this to be a splendid sample of workmanship, and will work in a speediest. It is, we believe, the first of its kind which has been manufactured in Dunedin.—Otago Mail, 22nd inst.: [12, 1165, 218, 1230]
- column-4: [675, 50, 881, 1500]
- river-heads-text: Tuesday, 25th October. 8 a.m.—Wind at sea, N.N.W., strong. Brig Alarm, from Newcastle, outside the bar, with pilot on board. Wednesday, 26th October, 1864. 6 a.m.—Wind at sea, E.S.E., light, hazy. Brig Alarm, under Stewart's Island. 10 a.m.—Brig Alarm standing off-and-on outside the bar.: [12, 576, 218, 623]
- sailed-label: SAILED.: [99, 671, 130, 681]
- inwards-coastwise-label: INWARDS COASTWISE.: [72, 238, 158, 248]
- editorial-paragraph: On the Northern Railway, the principal portion of the earth-work has been completed, and all the bridges and culverts, with the exception of dock-planking the former. The ballasting has been commenced at both Winton and Invercargill. Mr. Tarlton alluded to the quality of the wooden sleepers used on this line; but Mr. Dundas says nothing of them, either good or bad. The fault, if any, of not having the sort of timber originally contemplated, does not rest with the contractor.: [454, 447, 660, 521]
- opening-paragraph: Tuesday, the 25th October, 1864, will be a day long remembered by the people of Southland, as marking the first opening of its railway system, an event which has been looked forward to, for a long time back, with anticipations of the most lively interest.: [675, 389, 881, 426]
- civil-cases-heading: Civil Cases.: [978, 1959, 1020, 1969]
- exports-text: Per Struggler, for Tois Tois.—2 tons flour, 2 do. salt, 4 do. sugar, 6 boxes soap, 2 half-chests tea, 6 boxes do., 5 boxes candles, 1 cask currants, 1 box raisins, 1 do. spices, 4 cases jams, &c., 3 casks ale and porter, 15 cases gin, brandy, and whiskey, 1 case sago, 3 bundles matches, 1 do. twine, 1 case cheese, 2 do. tobacco, 3 do. mustard, coffee, and pepper, 1 cask oatmeal, 1 can oil, 2 cases drapery, 1 case drugs, 1 do. books, 5 do. kerosene, Order; 2 cases furniture, Campbell Brothers. Per Titania for Dunedin.—12 boxes, O'Brien; 1 ram, Order. For the Bluff.—2 bags sugar, 2 do. oats, 1 cask currants, 1 case matches, G. W. Binney.: [12, 454, 218, 547]
- sports-heading: THE SPORTS.: [968, 82, 1030, 92]
- tide-units-row: [12, 115, 218, 124]
- elections-row: [234, 332, 439, 342]
- event-heading: 3.—CLIMBING GREASY POLE.: [943, 417, 1055, 427]
- elections-named: Cuthbertson.: [311, 393, 370, 403]
- oreti-railway-heading: THE ORETI RAILWAY: [716, 356, 840, 367]
- rm-court-text: Tuesday, 25th October, 1864. (Before W. M'Culloch, Esq., R.M.) Assault.—Wm. Cavanagh was brought up for this offence, on the person of H. Smith, the sexton of the Cemetery, on the Dunedin Road, on the evening of Saturday last. H. Smith, the prosecutor, gave evidence as to the nature of the assault. Dr. Young then gave evidence respecting the nature of the injuries inflicted. The case was then adjourned for another day to allow the prisoner to be defended. The Court then rose. Wednesday, 26th October, 1864. (Before W. M'Culloch, Esq., R.M.) Assault.—W. Cavanagh was again brought up on the charge of assaulting H. Smith, the sexton of the Cemetery, on the Dunedin Road, and on this occasion was defended by Mr. C. E. Button. The depositions of the prosecutor and the medical man being read over— Mr. Button said he would advise his client to plead "guilty." There could be no doubt that an assault had been committed, but being much in liquor at the time the prisoner mistook the prosecutor for some one else whom he owed a grudge. The prisoner pleaded "guilty." Mr. N. Chalmers then gave evidence of the hitherto steady and respectable character of the prisoner, who had been—in his own and his brother's employment for a period of six years. The Magistrate said the assault had been a most stupid, brutal, and unprovoked one, but he would attach some weight to the evidence of Mr. Chalmers, and he accordingly sentenced the prisoner to jail for one calendar month, with hard labor; administering a wholesome caution to him against ever being brought up again on a similar charge.: [896, 1726, 1102, 1956]
- tide-row: [12, 142, 218, 151]
- elections-announced: H. Armstrong.: [369, 443, 438, 453]
- elections-announced: [369, 383, 438, 393]
- post-office-location: Chief Post Office, Southland, 27th October, 1864.: [233, 589, 385, 599]
- elections-announced: A. M'Nab.: [369, 332, 438, 342]
- divider: [32, 627, 198, 628]
- elections-district: New River ......: [234, 443, 290, 453]
- duties-total-amount: 26 2 2: [149, 1353, 199, 1363]
- duties-amount: 2 10 8: [180, 1343, 200, 1353]
- telegraph-label: [BY ELECTRIC TELEGRAPH.]: [60, 839, 170, 849]
- vessels-text: Gananoque, ship; Ariana, ship; Amelia Francis, schooner.: [12, 805, 187, 815]
- elections-announced: [369, 322, 438, 332]
- column-1: [12, 50, 218, 1500]
- tide-cell: Saturday: [14, 142, 41, 152]
- tide-row: [12, 124, 218, 133]
